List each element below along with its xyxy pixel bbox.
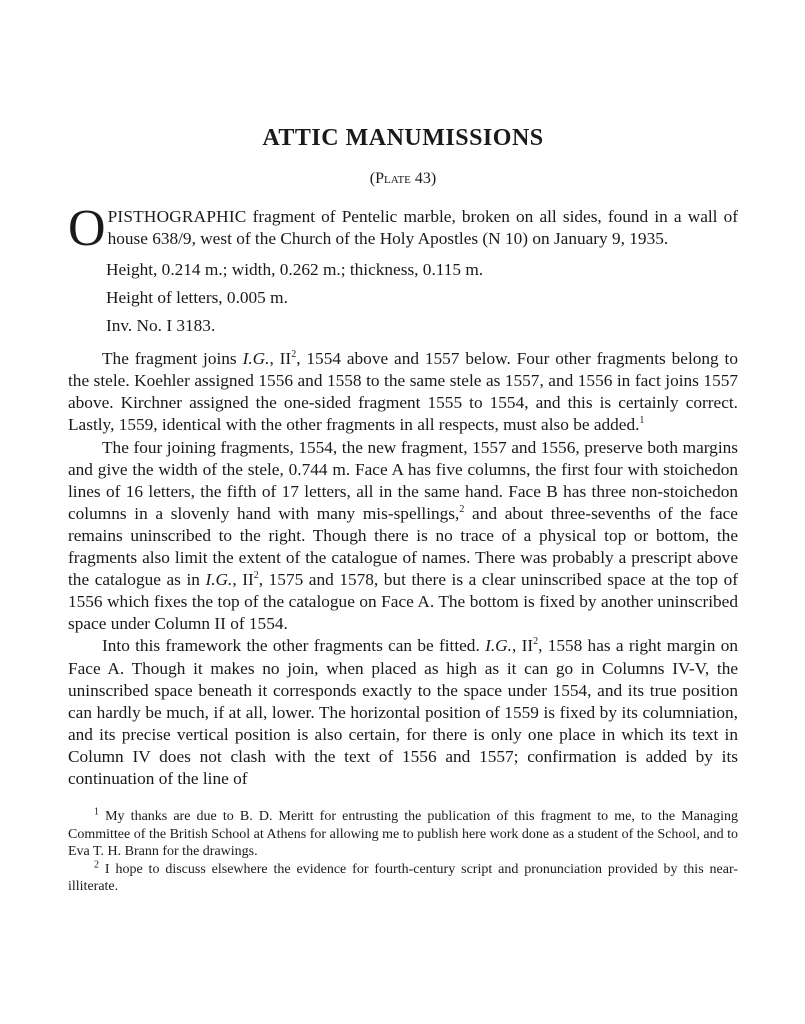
article-page: [68, 118, 738, 896]
footnote-1: $^1$ My thanks are due to B. D. Meritt for entrusting the publication of this fragment to me, to the Managing Committee of the British School at Athens for allowing me to publish here work done as a student of the School, and to Eva T. H. Brann for the drawings.: [68, 806, 738, 860]
letter-height: Height of letters, 0.005 m.: [106, 288, 288, 308]
footnote-ref[interactable]: 2: [459, 504, 465, 516]
body-paragraph: The fragment joins I.G., $II^2$, 1554 above and 1557 below. Four other fragments belong to the stele. Koehler assigned 1556 and 1558 to the same stele as 1557, and 1556 in fact joins 1557 above. Kirchner assigned the one-sided fragment 1555 to 1554, and this is certainly correct. Lastly, 1559, identical with the other fragments in all respects, must also be added.$^1$: [68, 349, 739, 435]
body-paragraph: Into this framework the other fragments can be fitted. I.G., $II^2$, 1558 has a right margin on Face A. Though it makes no join, when placed as high as it can go in Columns IV-V, the uninscribed space beneath it corresponds exactly to the space under 1554, and its true position can hardly be much, if at all, lower. The horizontal position of 1559 is fixed by its columniation, and its precise vertical position is also certain, for there is only one place in which its text in Column IV does not clash with the text of 1556 and 1557; confirmation is added by its continuation of the line of: [68, 636, 738, 788]
footnotes: [68, 808, 738, 896]
body-paragraph: The four joining fragments, 1554, the new fragment, 1557 and 1556, preserve both margins and give the width of the stele, 0.744 m. Face A has five columns, the first four with stoichedon lines of 16 letters, the fifth of 17 letters, all in the same hand. Face B has three non-stoichedon columns in a slovenly hand with many mis-spellings,$^2$ and about three-sevenths of the face remains uninscribed to the right. Though there is no trace of a physical top or bottom, the fragments also limit the extent of the catalogue of names. There was probably a prescript above the catalogue as in I.G., $II^2$, 1575 and 1578, but there is a clear uninscribed space at the top of 1556 which fixes the top of the catalogue on Face A. The bottom is fixed by another uninscribed space under Column II of 1554.: [68, 437, 738, 634]
plate-word: Plate: [375, 170, 411, 187]
measurements: [106, 256, 738, 340]
dimensions: Height, 0.214 m.; width, 0.262 m.; thickness, 0.115 m.: [106, 260, 484, 280]
lead-word: PISTHOGRAPHIC: [107, 207, 247, 226]
article-title: ATTIC MANUMISSIONS: [262, 125, 544, 151]
plate-reference: (Plate 43): [369, 170, 437, 187]
article-body: [68, 200, 739, 790]
footnote-2: $^2$ I hope to discuss elsewhere the evidence for fourth-century script and pronunciation provided by this near-illiterate.: [68, 858, 738, 895]
inventory-number: Inv. No. I 3183.: [106, 316, 216, 336]
footnote-ref[interactable]: 1: [639, 415, 645, 427]
intro-paragraph: OPISTHOGRAPHIC fragment of Pentelic marble, broken on all sides, found in a wall of house 638/9, west of the Church of the Holy Apostles (N 10) on January 9, 1935.: [68, 200, 738, 257]
drop-cap: O: [68, 200, 106, 257]
